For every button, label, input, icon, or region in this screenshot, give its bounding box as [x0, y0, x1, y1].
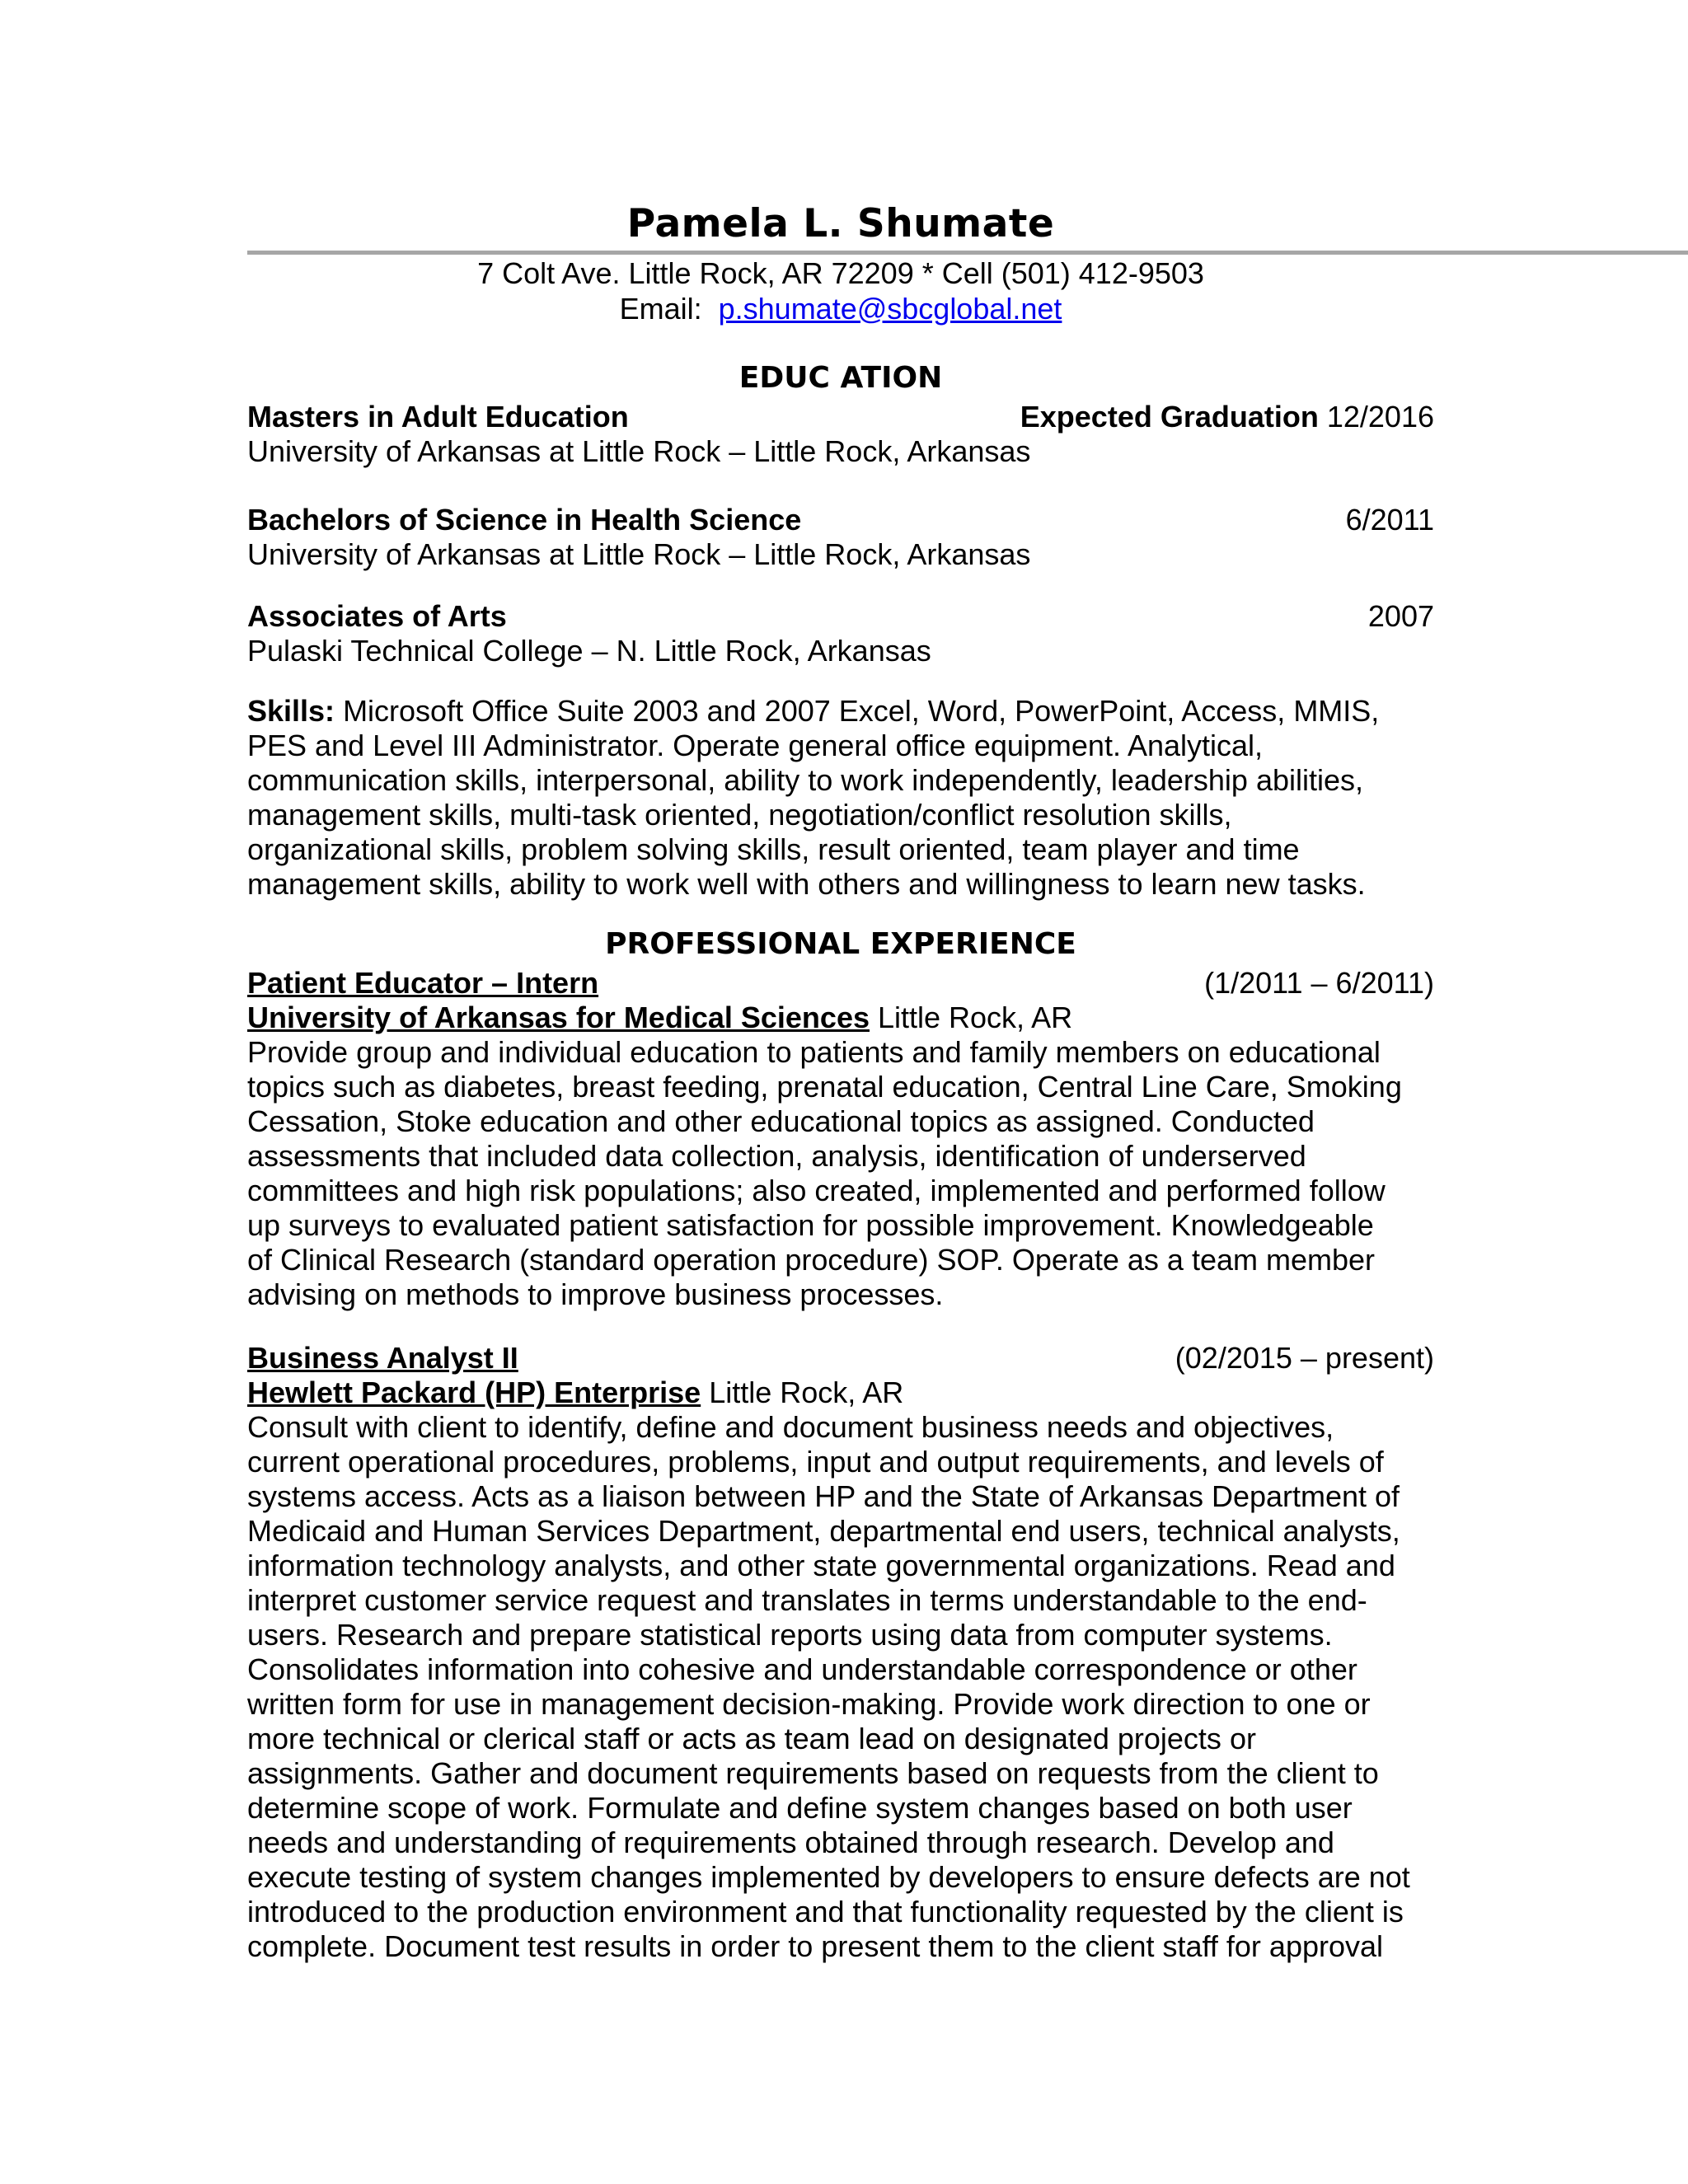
description-line: current operational procedures, problems, input and output requirements, and levels of: [247, 1445, 1384, 1479]
experience-heading: PROFESSIONAL EXPERIENCE: [605, 927, 1076, 961]
description-line: advising on methods to improve business processes.: [247, 1277, 944, 1311]
skills-paragraph: [247, 694, 1451, 902]
description-line: information technology analysts, and other state governmental organizations. Read and: [247, 1549, 1395, 1582]
job-dates: (02/2015 – present): [1175, 1341, 1434, 1375]
skills-line: [247, 694, 1451, 729]
description-line: Medicaid and Human Services Department, departmental end users, technical analysts,: [247, 1514, 1400, 1548]
header-divider: [247, 251, 1688, 255]
education-entry-degree: [247, 400, 1434, 434]
description-line: more technical or clerical staff or acts as team lead on designated projects or: [247, 1722, 1256, 1755]
date-value: 12/2016: [1326, 400, 1434, 434]
school-name: University of Arkansas at Little Rock – Little Rock, Arkansas: [247, 537, 1031, 571]
job-title: Patient Educator – Intern: [247, 966, 599, 1000]
employer-name: University of Arkansas for Medical Sciences: [247, 1001, 870, 1034]
degree-date: 6/2011: [1345, 503, 1434, 537]
employer-row: [247, 1376, 1434, 1410]
skills-line: management skills, ability to work well with others and willingness to learn new tasks.: [247, 867, 1366, 901]
description-line: needs and understanding of requirements obtained through research. Develop and: [247, 1825, 1334, 1859]
email-label: Email:: [619, 292, 702, 326]
skills-text: Microsoft Office Suite 2003 and 2007 Excel, Word, PowerPoint, Access, MMIS,: [335, 694, 1380, 728]
education-entry-degree: [247, 599, 1434, 634]
degree-date: 2007: [1367, 599, 1434, 633]
description-line: Consolidates information into cohesive and understandable correspondence or other: [247, 1652, 1357, 1686]
description-line: of Clinical Research (standard operation procedure) SOP. Operate as a team member: [247, 1243, 1376, 1277]
email-line: [247, 292, 1434, 326]
skills-line: communication skills, interpersonal, ability to work independently, leadership abilities,: [247, 763, 1364, 797]
skills-line: PES and Level III Administrator. Operate general office equipment. Analytical,: [247, 729, 1264, 762]
description-line: users. Research and prepare statistical reports using data from computer systems.: [247, 1618, 1333, 1652]
skills-line: organizational skills, problem solving skills, result oriented, team player and time: [247, 832, 1300, 866]
candidate-name: Pamela L. Shumate: [626, 201, 1055, 246]
description-line: complete. Document test results in order to present them to the client staff for approval: [247, 1929, 1384, 1963]
skills-line: management skills, multi-task oriented, negotiation/conflict resolution skills,: [247, 798, 1232, 832]
date-label: Expected Graduation: [1020, 400, 1319, 434]
description-line: interpret customer service request and translates in terms understandable to the end-: [247, 1583, 1367, 1617]
degree-date: [1020, 400, 1434, 434]
employer-location: Little Rock, AR: [701, 1376, 904, 1409]
description-line: up surveys to evaluated patient satisfaction for possible improvement. Knowledgeable: [247, 1208, 1374, 1242]
description-line: committees and high risk populations; also created, implemented and performed follow: [247, 1174, 1386, 1207]
job-title-row: [247, 966, 1434, 1001]
education-entry-degree: [247, 503, 1434, 537]
job-description: [247, 1410, 1451, 1964]
description-line: introduced to the production environment and that functionality requested by the client is: [247, 1895, 1404, 1929]
school-name: University of Arkansas at Little Rock – Little Rock, Arkansas: [247, 434, 1031, 468]
description-line: topics such as diabetes, breast feeding, prenatal education, Central Line Care, Smoking: [247, 1070, 1402, 1104]
description-line: systems access. Acts as a liaison between HP and the State of Arkansas Department of: [247, 1479, 1400, 1513]
description-line: execute testing of system changes implemented by developers to ensure defects are not: [247, 1860, 1410, 1894]
education-heading: EDUC ATION: [738, 361, 943, 395]
job-title: Business Analyst II: [247, 1341, 518, 1375]
job-dates: (1/2011 – 6/2011): [1204, 966, 1434, 1000]
description-line: written form for use in management decision-making. Provide work direction to one or: [247, 1687, 1371, 1721]
description-line: assessments that included data collection, analysis, identification of underserved: [247, 1139, 1306, 1173]
degree-title: Masters in Adult Education: [247, 400, 629, 434]
degree-title: Bachelors of Science in Health Science: [247, 503, 802, 537]
description-line: Provide group and individual education to patients and family members on educational: [247, 1035, 1381, 1069]
job-title-row: [247, 1341, 1434, 1376]
description-line: determine scope of work. Formulate and define system changes based on both user: [247, 1791, 1353, 1825]
job-description: [247, 1035, 1451, 1312]
degree-title: Associates of Arts: [247, 599, 507, 633]
school-name: Pulaski Technical College – N. Little Rock, Arkansas: [247, 634, 931, 668]
skills-label: Skills:: [247, 694, 335, 728]
description-line: Cessation, Stoke education and other educational topics as assigned. Conducted: [247, 1104, 1315, 1138]
description-line: Consult with client to identify, define and document business needs and objectives,: [247, 1410, 1334, 1444]
description-line: assignments. Gather and document requirements based on requests from the client to: [247, 1756, 1379, 1790]
employer-location: Little Rock, AR: [869, 1001, 1073, 1034]
employer-name: Hewlett Packard (HP) Enterprise: [247, 1376, 701, 1409]
employer-row: [247, 1001, 1434, 1035]
address-line: 7 Colt Ave. Little Rock, AR 72209 * Cell (501) 412-9503: [477, 256, 1204, 290]
email-link[interactable]: p.shumate@sbcglobal.net: [718, 292, 1062, 326]
